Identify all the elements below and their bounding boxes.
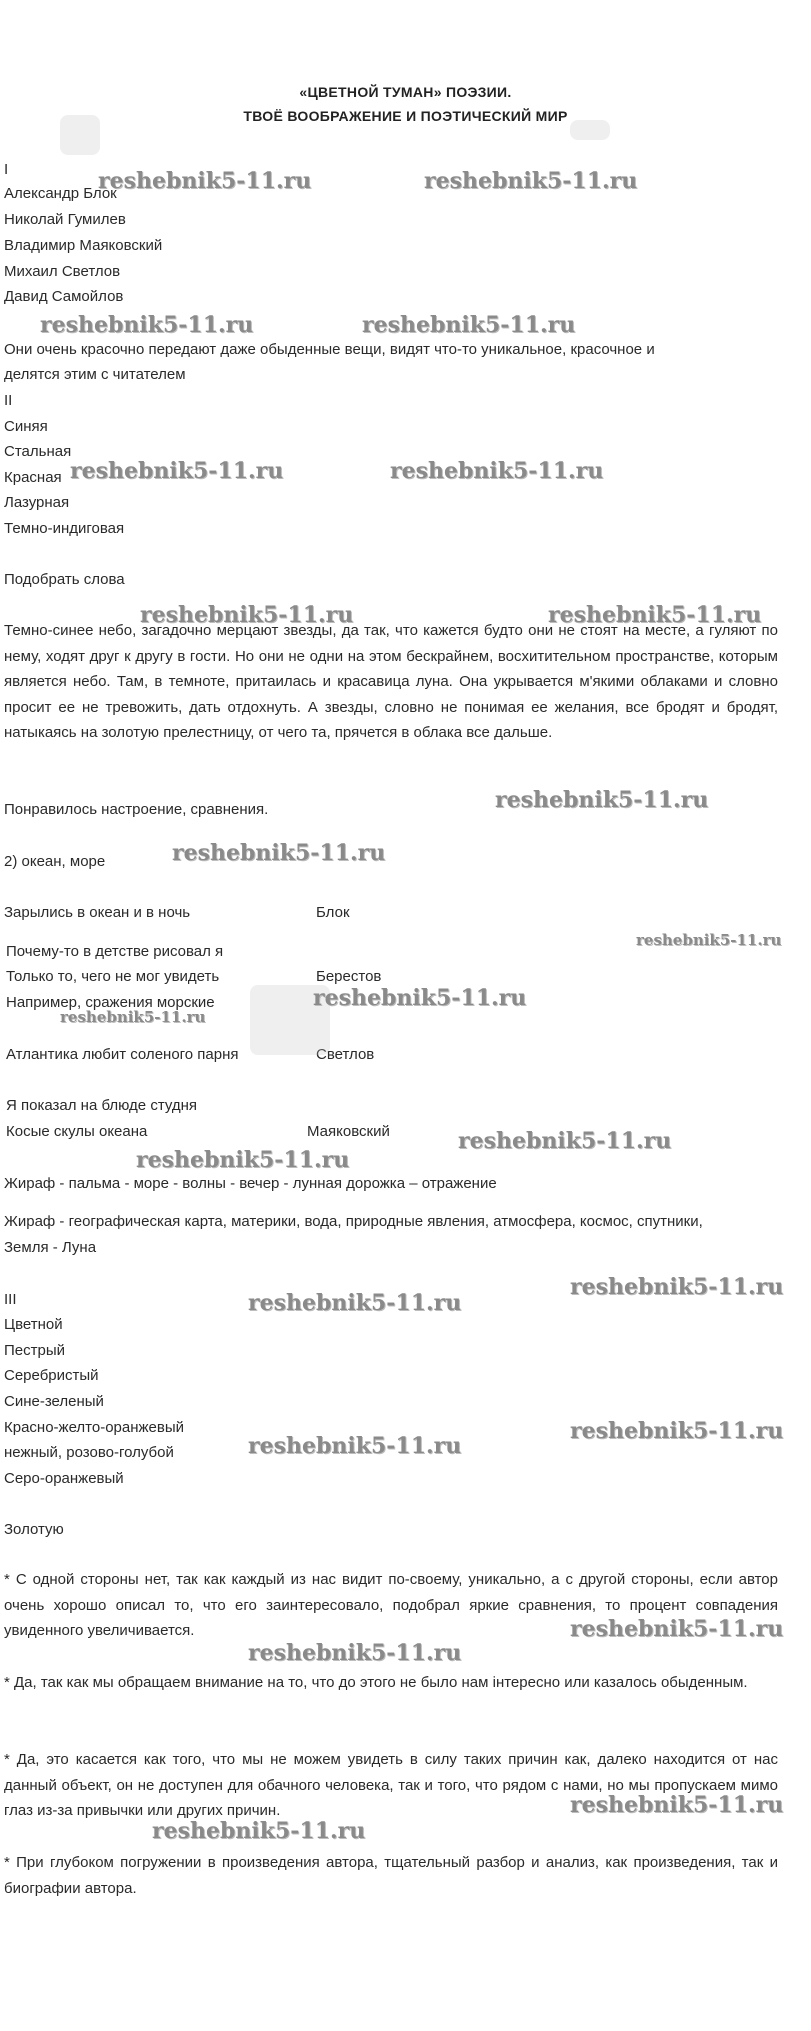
gold-word: Золотую [4,1521,64,1538]
color-item: Красная [4,469,62,486]
section-1-paragraph-line-1: Они очень красочно передают даже обыденные вещи, видят что-то уникальное, красочное и [4,341,655,358]
color-item: Красно-желто-оранжевый [4,1419,185,1436]
watermark: reshebnik5-11.ru [248,1433,462,1459]
watermark: reshebnik5-11.ru [248,1640,462,1666]
watermark: reshebnik5-11.ru [548,602,762,628]
quote-text: Зарылись в океан и в ночь [4,904,191,921]
sky-paragraph: Темно-синее небо, загадочно мерцают звезды, да так, что кажется будто они не стоят на месте, а гуляют по нему, ходят друг к другу в гости. Но они не одни на этом бескрайнем, восхитительном пространстве, которым является небо. Там, в темноте, притаилась и красавица луна. Она укрывается м'якими облаками и словно просит ее не тревожить, дать отдохнуть. А звезды, словно не понимая ее желания, все бродят и бродят, натыкаясь на золотую прелестницу, от чего та, прячется в облака все дальше. [4,622,778,741]
color-item: Стальная [4,443,72,460]
quote-author: Берестов [316,968,382,985]
quote-text: Косые скулы океана [6,1123,148,1140]
poet-item: Михаил Светлов [4,263,121,280]
watermark: reshebnik5-11.ru [152,1818,366,1844]
color-item: Сине-зеленый [4,1393,104,1410]
watermark: reshebnik5-11.ru [60,1008,206,1026]
title-line-1: «ЦВЕТНОЙ ТУМАН» ПОЭЗИИ. [299,84,512,100]
scan-smudge [570,120,610,140]
watermark: reshebnik5-11.ru [424,168,638,194]
scan-smudge [60,115,100,155]
watermark: reshebnik5-11.ru [458,1128,672,1154]
watermark: reshebnik5-11.ru [40,312,254,338]
association-chain-2-line-1: Жираф - географическая карта, материки, вода, природные явления, атмосфера, космос, спутники, [4,1213,703,1230]
poet-item: Александр Блок [4,185,117,202]
answer-2: * Да, так как мы обращаем внимание на то, что до этого не было нам інтересно или казалось обыденным. [4,1674,748,1691]
liked-note: Понравилось настроение, сравнения. [4,801,269,818]
color-item: Синяя [4,418,48,435]
quote-text: Например, сражения морские [6,994,215,1011]
quote-text: Я показал на блюде студня [6,1097,198,1114]
answer-1: * С одной стороны нет, так как каждый из нас видит по-своему, уникально, а с другой стороны, если автор очень хорошо описал то, что его заинтересовало, подобрал яркие сравнения, то процент совпадения увиденного увеличивается. [4,1571,778,1639]
pick-words-label: Подобрать слова [4,571,125,588]
poet-item: Николай Гумилев [4,211,126,228]
watermark: reshebnik5-11.ru [70,458,284,484]
quote-text: Почему-то в детстве рисовал я [6,943,224,960]
section-1-numeral: I [4,161,9,178]
color-item: Цветной [4,1316,63,1333]
section-1-paragraph-line-2: делятся этим с читателем [4,366,186,383]
watermark: reshebnik5-11.ru [313,985,527,1011]
color-item: нежный, розово-голубой [4,1444,174,1461]
watermark: reshebnik5-11.ru [172,840,386,866]
association-chain-2-line-2: Земля - Луна [4,1239,97,1256]
section-2-numeral: II [4,392,13,409]
watermark: reshebnik5-11.ru [636,931,782,949]
color-item: Серо-оранжевый [4,1470,124,1487]
watermark: reshebnik5-11.ru [570,1418,784,1444]
quote-text: Только то, чего не мог увидеть [6,968,220,985]
watermark: reshebnik5-11.ru [390,458,604,484]
quote-text: Атлантика любит соленого парня [6,1046,239,1063]
watermark: reshebnik5-11.ru [136,1147,350,1173]
watermark: reshebnik5-11.ru [140,602,354,628]
color-item: Серебристый [4,1367,99,1384]
color-item: Лазурная [4,494,70,511]
watermark: reshebnik5-11.ru [570,1616,784,1642]
ocean-sea-heading: 2) океан, море [4,853,106,870]
quote-author: Маяковский [307,1123,390,1140]
watermark: reshebnik5-11.ru [495,787,709,813]
color-item: Темно-индиговая [4,520,125,537]
watermark: reshebnik5-11.ru [98,168,312,194]
title-line-2: ТВОЁ ВООБРАЖЕНИЕ И ПОЭТИЧЕСКИЙ МИР [243,108,568,124]
color-item: Пестрый [4,1342,65,1359]
association-chain-1: Жираф - пальма - море - волны - вечер - лунная дорожка – отражение [4,1175,497,1192]
watermark: reshebnik5-11.ru [570,1274,784,1300]
watermark: reshebnik5-11.ru [248,1290,462,1316]
section-3-numeral: III [4,1291,17,1308]
quote-author: Блок [316,904,350,921]
watermark: reshebnik5-11.ru [362,312,576,338]
watermark: reshebnik5-11.ru [570,1792,784,1818]
quote-author: Светлов [316,1046,375,1063]
poet-item: Владимир Маяковский [4,237,163,254]
poet-item: Давид Самойлов [4,288,124,305]
answer-4: * При глубоком погружении в произведения автора, тщательный разбор и анализ, как произведения, так и биографии автора. [4,1854,778,1897]
answer-3: * Да, это касается как того, что мы не можем увидеть в силу таких причин как, далеко находится от нас данный объект, он не доступен для обачного человека, так и того, что рядом с нами, но мы пропускаем мимо глаз из-за привычки или других причин. [4,1751,778,1819]
